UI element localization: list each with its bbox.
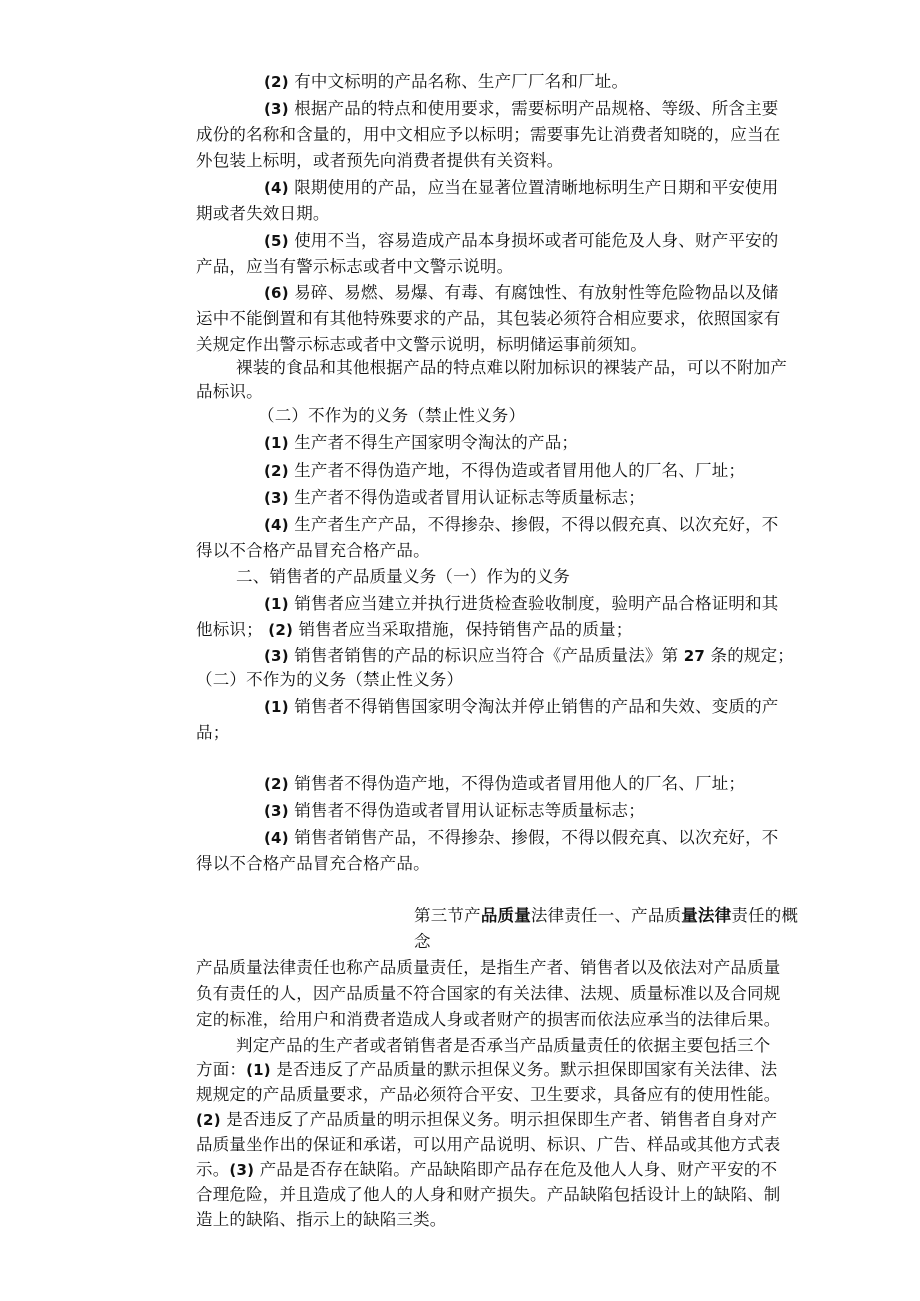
paragraph-line: 运中不能倒置和有其他特殊要求的产品，其包装必须符合相应要求，依照国家有 bbox=[196, 309, 781, 328]
article-number: 27 bbox=[683, 647, 706, 665]
paragraph-line: 定的标准，给用户和消费者造成人身或者财产的损害而依法应承当的法律后果。 bbox=[196, 1010, 781, 1029]
item-number: (3) bbox=[264, 647, 289, 665]
item-number: (2) bbox=[264, 73, 289, 91]
paragraph-line: 得以不合格产品冒充合格产品。 bbox=[196, 541, 430, 560]
item-number: (2) bbox=[268, 621, 294, 639]
paragraph-line: 外包装上标明，或者预先向消费者提供有关资料。 bbox=[196, 151, 564, 170]
paragraph-line: (3) 销售者销售的产品的标识应当符合《产品质量法》第 27 条的规定； bbox=[264, 646, 794, 665]
paragraph-line: 造上的缺陷、指示上的缺陷三类。 bbox=[196, 1210, 447, 1229]
item-number: (6) bbox=[264, 284, 289, 302]
paragraph-line: 判定产品的生产者或者销售者是否承当产品质量责任的依据主要包括三个 bbox=[236, 1036, 771, 1055]
item-number: (1) bbox=[264, 595, 289, 613]
section-title-cont: 念 bbox=[414, 932, 431, 951]
paragraph-line: 产品，应当有警示标志或者中文警示说明。 bbox=[196, 257, 514, 276]
item-number: (1) bbox=[246, 1061, 271, 1079]
paragraph-line: 示。(3) 产品是否存在缺陷。产品缺陷即产品存在危及他人人身、财产平安的不 bbox=[196, 1160, 778, 1179]
item-number: (4) bbox=[264, 179, 289, 197]
paragraph-line: (2) 有中文标明的产品名称、生产厂厂名和厂址。 bbox=[264, 72, 629, 91]
paragraph-line: (4) 销售者销售产品，不得掺杂、掺假，不得以假充真、以次充好，不 bbox=[264, 828, 779, 847]
paragraph-line: 他标识； (2) 销售者应当采取措施，保持销售产品的质量； bbox=[196, 620, 633, 639]
paragraph-line: (2) 是否违反了产品质量的明示担保义务。明示担保即生产者、销售者自身对产 bbox=[196, 1110, 778, 1129]
section-heading: 二、销售者的产品质量义务（一）作为的义务 bbox=[236, 567, 570, 586]
paragraph-line: (2) 生产者不得伪造产地，不得伪造或者冒用他人的厂名、厂址； bbox=[264, 461, 746, 480]
item-number: (3) bbox=[264, 100, 289, 118]
item-number: (3) bbox=[264, 489, 289, 507]
paragraph-line: (4) 生产者生产产品，不得掺杂、掺假，不得以假充真、以次充好，不 bbox=[264, 515, 779, 534]
paragraph-line: 品质量坐作出的保证和承诺，可以用产品说明、标识、广告、样品或其他方式表 bbox=[196, 1135, 781, 1154]
paragraph-line: (2) 销售者不得伪造产地，不得伪造或者冒用他人的厂名、厂址； bbox=[264, 774, 746, 793]
item-number: (1) bbox=[264, 698, 289, 716]
paragraph-line: (3) 销售者不得伪造或者冒用认证标志等质量标志； bbox=[264, 801, 645, 820]
item-number: (4) bbox=[264, 829, 289, 847]
paragraph-line: 产品质量法律责任也称产品质量责任，是指生产者、销售者以及依法对产品质量 bbox=[196, 958, 781, 977]
item-number: (3) bbox=[264, 802, 289, 820]
paragraph-line: (4) 限期使用的产品，应当在显著位置清晰地标明生产日期和平安使用 bbox=[264, 178, 779, 197]
item-number: (2) bbox=[264, 775, 289, 793]
paragraph-line: (1) 生产者不得生产国家明令淘汰的产品； bbox=[264, 433, 579, 452]
paragraph-line: 裸装的食品和其他根据产品的特点难以附加标识的裸装产品，可以不附加产 bbox=[236, 358, 788, 377]
item-number: (2) bbox=[196, 1111, 221, 1129]
section-title: 第三节产品质量法律责任一、产品质量法律责任的概 bbox=[414, 906, 799, 925]
paragraph-line: 成份的名称和含量的，用中文相应予以标明；需要事先让消费者知晓的，应当在 bbox=[196, 125, 781, 144]
paragraph-line: (6) 易碎、易燃、易爆、有毒、有腐蚀性、有放射性等危险物品以及储 bbox=[264, 283, 779, 302]
item-number: (5) bbox=[264, 232, 289, 250]
item-number: (4) bbox=[264, 516, 289, 534]
paragraph-line: (3) 生产者不得伪造或者冒用认证标志等质量标志； bbox=[264, 488, 645, 507]
item-number: (1) bbox=[264, 434, 289, 452]
paragraph-line: 规规定的产品质量要求，产品必须符合平安、卫生要求，具备应有的使用性能。 bbox=[196, 1085, 781, 1104]
paragraph-line: 品标识。 bbox=[196, 382, 263, 401]
paragraph-line: (5) 使用不当，容易造成产品本身损坏或者可能危及人身、财产平安的 bbox=[264, 231, 779, 250]
paragraph-line: 关规定作出警示标志或者中文警示说明，标明储运事前须知。 bbox=[196, 335, 647, 354]
paragraph-line: 合理危险，并且造成了他人的人身和财产损失。产品缺陷包括设计上的缺陷、制 bbox=[196, 1185, 781, 1204]
paragraph-line: 负有责任的人，因产品质量不符合国家的有关法律、法规、质量标准以及合同规 bbox=[196, 984, 781, 1003]
paragraph-line: (3) 根据产品的特点和使用要求，需要标明产品规格、等级、所含主要 bbox=[264, 99, 779, 118]
paragraph-line: (1) 销售者应当建立并执行进货检查验收制度，验明产品合格证明和其 bbox=[264, 594, 779, 613]
paragraph-line: 得以不合格产品冒充合格产品。 bbox=[196, 854, 430, 873]
paragraph-line: 方面：(1) 是否违反了产品质量的默示担保义务。默示担保即国家有关法律、法 bbox=[196, 1060, 778, 1079]
item-number: (3) bbox=[229, 1161, 255, 1179]
paragraph-line: (1) 销售者不得销售国家明令淘汰并停止销售的产品和失效、变质的产 bbox=[264, 697, 779, 716]
section-heading: （二）不作为的义务（禁止性义务） bbox=[196, 670, 464, 689]
paragraph-line: 期或者失效日期。 bbox=[196, 204, 330, 223]
paragraph-line: 品； bbox=[196, 723, 230, 742]
section-heading: （二）不作为的义务（禁止性义务） bbox=[258, 406, 526, 425]
item-number: (2) bbox=[264, 462, 289, 480]
